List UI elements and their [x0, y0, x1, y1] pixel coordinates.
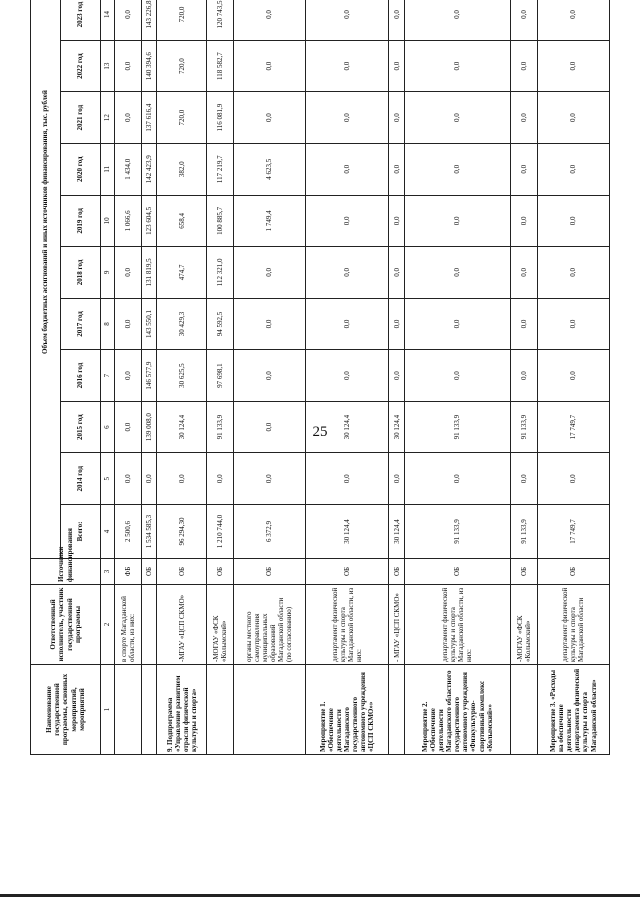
row-year-value: 0,0: [305, 453, 388, 505]
row-year-value: 0,0: [305, 195, 388, 247]
row-year-value: 0,0: [115, 453, 142, 505]
row-year-value: 0,0: [389, 92, 405, 144]
header-year: 2023 год: [61, 0, 101, 40]
row-name: [141, 665, 157, 755]
bottom-rule: [0, 894, 640, 897]
row-name: [206, 665, 233, 755]
row-total-value: 91 133,9: [510, 505, 537, 559]
row-year-value: 131 819,5: [141, 247, 157, 299]
budget-table: [30, 0, 610, 755]
row-year-value: 0,0: [115, 350, 142, 402]
row-total-value: 2 500,6: [115, 505, 142, 559]
row-executor: -МГАУ «ЦСП СКМО»: [157, 585, 207, 665]
row-year-value: 0,0: [305, 350, 388, 402]
row-year-value: 120 743,5: [206, 0, 233, 40]
row-year-value: 0,0: [233, 247, 305, 299]
row-name: [233, 665, 305, 755]
row-year-value: 0,0: [115, 40, 142, 92]
row-executor: органы местного самоуправления муниципальных образований Магаданской области (по согласованию): [233, 585, 305, 665]
row-source: ОБ: [404, 559, 510, 585]
table-body: [115, 0, 610, 755]
row-year-value: 0,0: [233, 350, 305, 402]
row-executor: [141, 585, 157, 665]
column-number: 4: [101, 505, 115, 559]
row-year-value: 0,0: [233, 298, 305, 350]
table-row: [305, 0, 388, 755]
row-year-value: 0,0: [305, 0, 388, 40]
row-year-value: 143 226,8: [141, 0, 157, 40]
row-year-value: 0,0: [305, 143, 388, 195]
row-year-value: 0,0: [305, 92, 388, 144]
column-number: 10: [101, 195, 115, 247]
row-executor: в спорте Магаданской области, из них:: [115, 585, 142, 665]
row-year-value: 0,0: [157, 453, 207, 505]
header-year: 2018 год: [61, 247, 101, 299]
row-year-value: 97 698,1: [206, 350, 233, 402]
row-total-value: 30 124,4: [389, 505, 405, 559]
row-year-value: 142 423,9: [141, 143, 157, 195]
table-row: [510, 0, 537, 755]
header-year: 2016 год: [61, 350, 101, 402]
column-number: 13: [101, 40, 115, 92]
row-year-value: 0,0: [141, 453, 157, 505]
row-year-value: 91 133,9: [510, 401, 537, 453]
table-row: [389, 0, 405, 755]
row-total-value: 30 124,4: [305, 505, 388, 559]
header-year: 2015 год: [61, 401, 101, 453]
row-year-value: 0,0: [537, 92, 609, 144]
row-year-value: 0,0: [233, 453, 305, 505]
row-year-value: 0,0: [537, 143, 609, 195]
row-total-value: 1 534 585,3: [141, 505, 157, 559]
row-year-value: 1 066,6: [115, 195, 142, 247]
table-row: [157, 0, 207, 755]
row-year-value: 0,0: [389, 298, 405, 350]
column-number: 2: [101, 585, 115, 665]
row-year-value: 0,0: [537, 247, 609, 299]
row-year-value: 0,0: [115, 0, 142, 40]
column-number: 5: [101, 453, 115, 505]
row-year-value: 0,0: [233, 401, 305, 453]
header-funding-group: Объем бюджетных ассигнований и иных источников финансирования, тыс. рублей: [31, 0, 61, 559]
row-year-value: 0,0: [510, 350, 537, 402]
row-name: [115, 665, 142, 755]
table-row: [206, 0, 233, 755]
row-name: Мероприятие 2. «Обеспечение деятельности Магаданского областного государственного автономного учреждения «Физкультурно-спортивный комплекс «Колымский»»: [404, 665, 510, 755]
row-year-value: 100 885,7: [206, 195, 233, 247]
row-year-value: 720,0: [157, 92, 207, 144]
row-source: ОБ: [510, 559, 537, 585]
row-year-value: 0,0: [537, 350, 609, 402]
row-year-value: 0,0: [233, 40, 305, 92]
column-number: 1: [101, 665, 115, 755]
row-year-value: 117 219,7: [206, 143, 233, 195]
row-year-value: 0,0: [389, 0, 405, 40]
row-executor: - МГАУ «ЦСП СКМО»: [389, 585, 405, 665]
row-year-value: 0,0: [115, 298, 142, 350]
header-year: 2022 год: [61, 40, 101, 92]
column-number: 14: [101, 0, 115, 40]
header-executor: Ответственный исполнитель, участник государственной программы: [31, 585, 101, 665]
row-year-value: 143 550,1: [141, 298, 157, 350]
row-year-value: 30 124,4: [305, 401, 388, 453]
row-year-value: 0,0: [404, 195, 510, 247]
page-number: 25: [312, 424, 328, 440]
row-year-value: 0,0: [404, 40, 510, 92]
row-year-value: 0,0: [115, 92, 142, 144]
column-number-row: [101, 0, 115, 755]
column-number: 9: [101, 247, 115, 299]
column-number: 11: [101, 143, 115, 195]
column-number: 7: [101, 350, 115, 402]
header-year: 2017 год: [61, 298, 101, 350]
row-year-value: 0,0: [389, 143, 405, 195]
row-year-value: 0,0: [537, 40, 609, 92]
row-year-value: 0,0: [537, 453, 609, 505]
row-year-value: 0,0: [404, 0, 510, 40]
header-year: 2021 год: [61, 92, 101, 144]
rotated-budget-table: [30, 0, 610, 755]
column-number: 3: [101, 559, 115, 585]
row-year-value: 30 124,4: [157, 401, 207, 453]
table-row: [404, 0, 510, 755]
row-year-value: 137 616,4: [141, 92, 157, 144]
row-year-value: 1 749,4: [233, 195, 305, 247]
row-source: ФБ: [115, 559, 142, 585]
row-year-value: 0,0: [537, 0, 609, 40]
row-year-value: 0,0: [404, 350, 510, 402]
table-row: [233, 0, 305, 755]
table-row: [141, 0, 157, 755]
row-source: ОБ: [141, 559, 157, 585]
row-executor: -МОГАУ «ФСК «Колымский»: [206, 585, 233, 665]
row-year-value: 1 434,0: [115, 143, 142, 195]
row-name: [510, 665, 537, 755]
row-year-value: 720,0: [157, 0, 207, 40]
row-total-value: 96 294,30: [157, 505, 207, 559]
row-year-value: 0,0: [510, 453, 537, 505]
row-name: [389, 665, 405, 755]
row-year-value: 17 749,7: [537, 401, 609, 453]
row-executor: департамент физической культуры и спорта Магаданской области, из них:: [404, 585, 510, 665]
row-total-value: 6 372,9: [233, 505, 305, 559]
row-year-value: 118 582,7: [206, 40, 233, 92]
row-year-value: 0,0: [115, 401, 142, 453]
row-name: Мероприятие 1. «Обеспечение деятельности Магаданского государственного автономного учреждения «ЦСП СКМО»»: [305, 665, 388, 755]
row-source: ОБ: [537, 559, 609, 585]
column-number: 12: [101, 92, 115, 144]
table-row: [115, 0, 142, 755]
row-year-value: 123 604,5: [141, 195, 157, 247]
table-row: [537, 0, 609, 755]
row-year-value: 0,0: [389, 247, 405, 299]
header-year: 2014 год: [61, 453, 101, 505]
row-year-value: 0,0: [404, 453, 510, 505]
header-name: Наименование государственной программы, основных мероприятий, мероприятий: [31, 665, 101, 755]
row-year-value: 0,0: [389, 350, 405, 402]
header-year: 2020 год: [61, 143, 101, 195]
row-source: ОБ: [233, 559, 305, 585]
row-year-value: 0,0: [510, 195, 537, 247]
row-year-value: 0,0: [389, 40, 405, 92]
row-year-value: 0,0: [389, 453, 405, 505]
row-year-value: 0,0: [305, 247, 388, 299]
row-executor: департамент физической культуры и спорта Магаданской области, из них:: [305, 585, 388, 665]
row-name: Мероприятие 3. «Расходы на обеспечение деятельности департамента физической культуры и спорта Магаданской области»: [537, 665, 609, 755]
row-year-value: 30 429,3: [157, 298, 207, 350]
row-year-value: 0,0: [404, 247, 510, 299]
row-year-value: 0,0: [404, 143, 510, 195]
row-name: 9. Подпрограмма «Управление развитием отрасли физической культуры и спорта»: [157, 665, 207, 755]
row-total-value: 17 749,7: [537, 505, 609, 559]
header-total: Всего:: [61, 505, 101, 559]
row-year-value: 0,0: [510, 40, 537, 92]
row-year-value: 91 133,9: [206, 401, 233, 453]
row-year-value: 140 394,6: [141, 40, 157, 92]
table-header: [31, 0, 115, 755]
row-year-value: 0,0: [115, 247, 142, 299]
row-year-value: 0,0: [510, 0, 537, 40]
row-year-value: 112 321,0: [206, 247, 233, 299]
row-year-value: 30 625,5: [157, 350, 207, 402]
row-source: ОБ: [206, 559, 233, 585]
column-number: 6: [101, 401, 115, 453]
row-year-value: 0,0: [404, 298, 510, 350]
row-year-value: 94 592,5: [206, 298, 233, 350]
row-total-value: 91 133,9: [404, 505, 510, 559]
row-year-value: 0,0: [206, 453, 233, 505]
row-total-value: 1 210 744,0: [206, 505, 233, 559]
row-year-value: 658,4: [157, 195, 207, 247]
row-year-value: 0,0: [404, 92, 510, 144]
row-year-value: 4 623,5: [233, 143, 305, 195]
row-source: ОБ: [305, 559, 388, 585]
row-year-value: 0,0: [233, 92, 305, 144]
row-year-value: 0,0: [305, 40, 388, 92]
row-year-value: 0,0: [510, 143, 537, 195]
header-source: Источники финансирования: [31, 559, 101, 585]
row-year-value: 116 081,9: [206, 92, 233, 144]
row-executor: -МОГАУ «ФСК «Колымский»: [510, 585, 537, 665]
row-year-value: 0,0: [233, 0, 305, 40]
header-year: 2019 год: [61, 195, 101, 247]
row-year-value: 91 133,9: [404, 401, 510, 453]
row-year-value: 474,7: [157, 247, 207, 299]
row-source: ОБ: [389, 559, 405, 585]
row-year-value: 720,0: [157, 40, 207, 92]
row-year-value: 0,0: [305, 298, 388, 350]
row-year-value: 382,0: [157, 143, 207, 195]
row-year-value: 146 577,9: [141, 350, 157, 402]
row-executor: департамент физической культуры и спорта Магаданской области: [537, 585, 609, 665]
row-year-value: 0,0: [389, 195, 405, 247]
row-year-value: 0,0: [537, 195, 609, 247]
row-source: ОБ: [157, 559, 207, 585]
row-year-value: 0,0: [510, 92, 537, 144]
row-year-value: 0,0: [510, 247, 537, 299]
row-year-value: 30 124,4: [389, 401, 405, 453]
row-year-value: 0,0: [510, 298, 537, 350]
row-year-value: 0,0: [537, 298, 609, 350]
column-number: 8: [101, 298, 115, 350]
row-year-value: 139 008,0: [141, 401, 157, 453]
